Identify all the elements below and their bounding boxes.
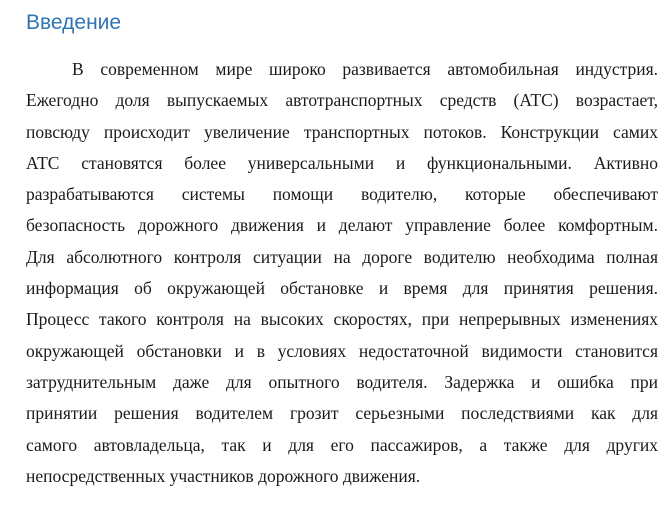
- paragraph-line: окружающей обстановки и в условиях недостаточной видимости становится: [26, 340, 658, 361]
- paragraph-line: повсюду происходит увеличение транспортных потоков. Конструкции самих: [26, 121, 658, 142]
- paragraph-line: самого автовладельца, так и для его пассажиров, а также для других: [26, 434, 658, 455]
- paragraph-line: В современном мире широко развивается автомобильная индустрия.: [72, 59, 658, 79]
- paragraph-line: Ежегодно доля выпускаемых автотранспортных средств (АТС) возрастает,: [26, 90, 658, 111]
- paragraph-line: затруднительным даже для опытного водителя. Задержка и ошибка при: [26, 371, 658, 392]
- paragraph-line: безопасность дорожного движения и делают управление более комфортным.: [26, 215, 658, 236]
- section-heading: Введение: [26, 11, 122, 34]
- paragraph-line: информация об окружающей обстановке и время для принятия решения.: [26, 278, 658, 299]
- paragraph-line: разрабатываются системы помощи водителю, которые обеспечивают: [26, 184, 658, 205]
- paragraph-line: Для абсолютного контроля ситуации на дороге водителю необходима полная: [26, 246, 658, 267]
- paragraph-line: Процесс такого контроля на высоких скоростях, при непрерывных изменениях: [26, 309, 658, 330]
- body-paragraph: [26, 55, 658, 493]
- paragraph-line: АТС становятся более универсальными и функциональными. Активно: [26, 152, 658, 173]
- paragraph-line: непосредственных участников дорожного движения.: [26, 465, 421, 486]
- paragraph-line: принятии решения водителем грозит серьезными последствиями как для: [26, 403, 658, 424]
